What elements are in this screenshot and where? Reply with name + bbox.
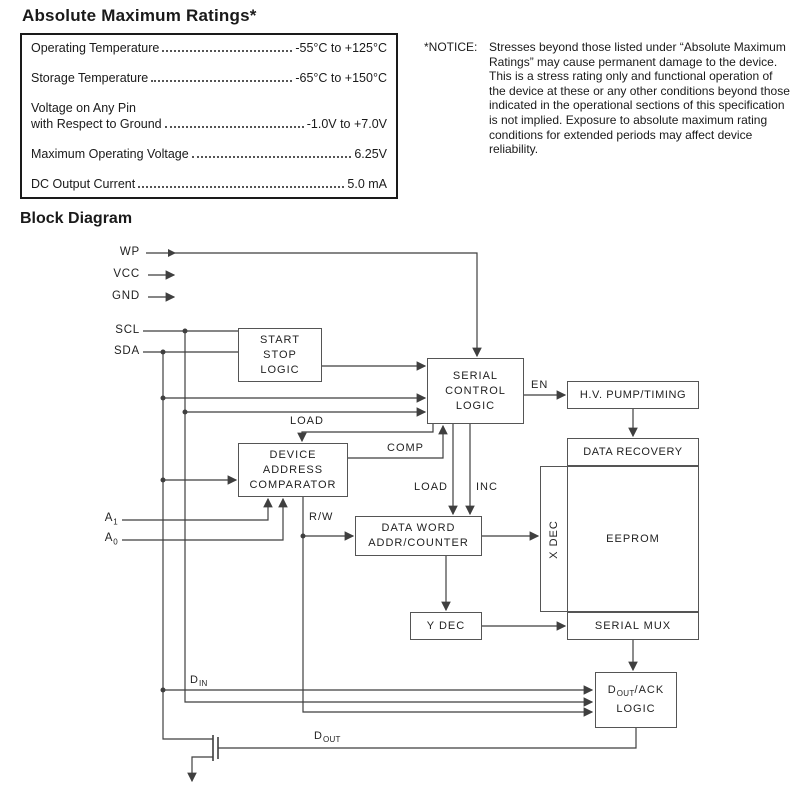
block-label: LOGIC xyxy=(616,702,656,715)
x-dec-block xyxy=(540,466,568,612)
pin-label-gnd: GND xyxy=(112,290,140,302)
block-label: START xyxy=(259,333,301,346)
block-label: X DEC xyxy=(547,519,560,559)
device-address-comparator-block xyxy=(238,443,348,497)
block-label: SERIAL MUX xyxy=(594,619,672,632)
y-dec-block xyxy=(410,612,482,640)
ratings-heading: Absolute Maximum Ratings* xyxy=(22,6,257,25)
row-value: -55°C to +125°C xyxy=(295,41,387,55)
wire-label-load-word: LOAD xyxy=(404,481,450,493)
row-label: Operating Temperature xyxy=(31,41,160,55)
block-label: LOGIC xyxy=(260,363,300,376)
wire-label-comp: COMP xyxy=(387,442,424,454)
block-label: STOP xyxy=(263,348,297,361)
block-label: ADDRESS xyxy=(262,463,324,476)
serial-mux-block xyxy=(567,612,699,640)
block-label: H.V. PUMP/TIMING xyxy=(579,388,687,401)
block-label: ADDR/COUNTER xyxy=(368,537,469,549)
pin-label-a1: $A_1$ xyxy=(104,512,118,527)
wire-label-load-addr: LOAD xyxy=(290,415,324,427)
output-transistor xyxy=(213,735,218,761)
row-label-line2: with Respect to Ground xyxy=(31,117,162,131)
block-label: SERIAL xyxy=(452,369,499,382)
wire-label-rw: R/W xyxy=(309,511,334,523)
row-value: 5.0 mA xyxy=(347,177,387,191)
block-label: EEPROM xyxy=(606,532,660,545)
row-value: -65°C to +150°C xyxy=(295,71,387,85)
block-label: CONTROL xyxy=(445,384,506,397)
eeprom-block xyxy=(567,466,699,612)
block-label: COMPARATOR xyxy=(249,478,337,491)
data-word-addr-counter-block xyxy=(355,516,482,556)
block-label: Y DEC xyxy=(426,619,466,632)
block-label: $D_{OUT}$/ACK xyxy=(607,684,665,699)
block-label: DATA WORD xyxy=(381,522,456,534)
pin-label-wp: WP xyxy=(119,246,140,258)
pin-label-sda: SDA xyxy=(113,345,140,357)
data-recovery-block xyxy=(567,438,699,466)
pin-label-dout: $D_{OUT}$ xyxy=(314,730,341,745)
wire-label-inc: INC xyxy=(476,481,498,493)
row-label: Voltage on Any Pin xyxy=(31,101,136,115)
row-value: -1.0V to +7.0V xyxy=(306,117,387,131)
block-label: LOGIC xyxy=(455,399,496,412)
row-label: Storage Temperature xyxy=(31,71,149,85)
dout-ack-logic-block xyxy=(595,672,677,728)
start-stop-logic-block xyxy=(238,328,322,382)
row-value: 6.25V xyxy=(354,147,387,161)
wire-label-en: EN xyxy=(531,379,549,391)
serial-control-logic-block xyxy=(427,358,524,424)
pin-label-scl: SCL xyxy=(115,324,140,336)
hv-pump-timing-block xyxy=(567,381,699,409)
pin-label-vcc: VCC xyxy=(113,268,140,280)
row-label: DC Output Current xyxy=(31,177,136,191)
notice-text: Stresses beyond those listed under “Absolute Maximum Ratings” may cause permanent damage to the device. This is a stress rating only and functional operation of the device at these or any other conditions beyond those indicated in the operational sections of this specification is not implied. Exposure to absolute maximum rating conditions for extended periods may affect device reliability. xyxy=(489,40,790,157)
block-label: DEVICE xyxy=(269,448,317,461)
block-diagram-heading: Block Diagram xyxy=(20,210,133,227)
notice-label: *NOTICE: xyxy=(424,40,478,54)
pin-label-din: $D_{IN}$ xyxy=(190,674,208,689)
pin-label-a0: $A_0$ xyxy=(104,532,118,547)
row-label: Maximum Operating Voltage xyxy=(31,147,189,161)
block-label: DATA RECOVERY xyxy=(583,445,683,458)
